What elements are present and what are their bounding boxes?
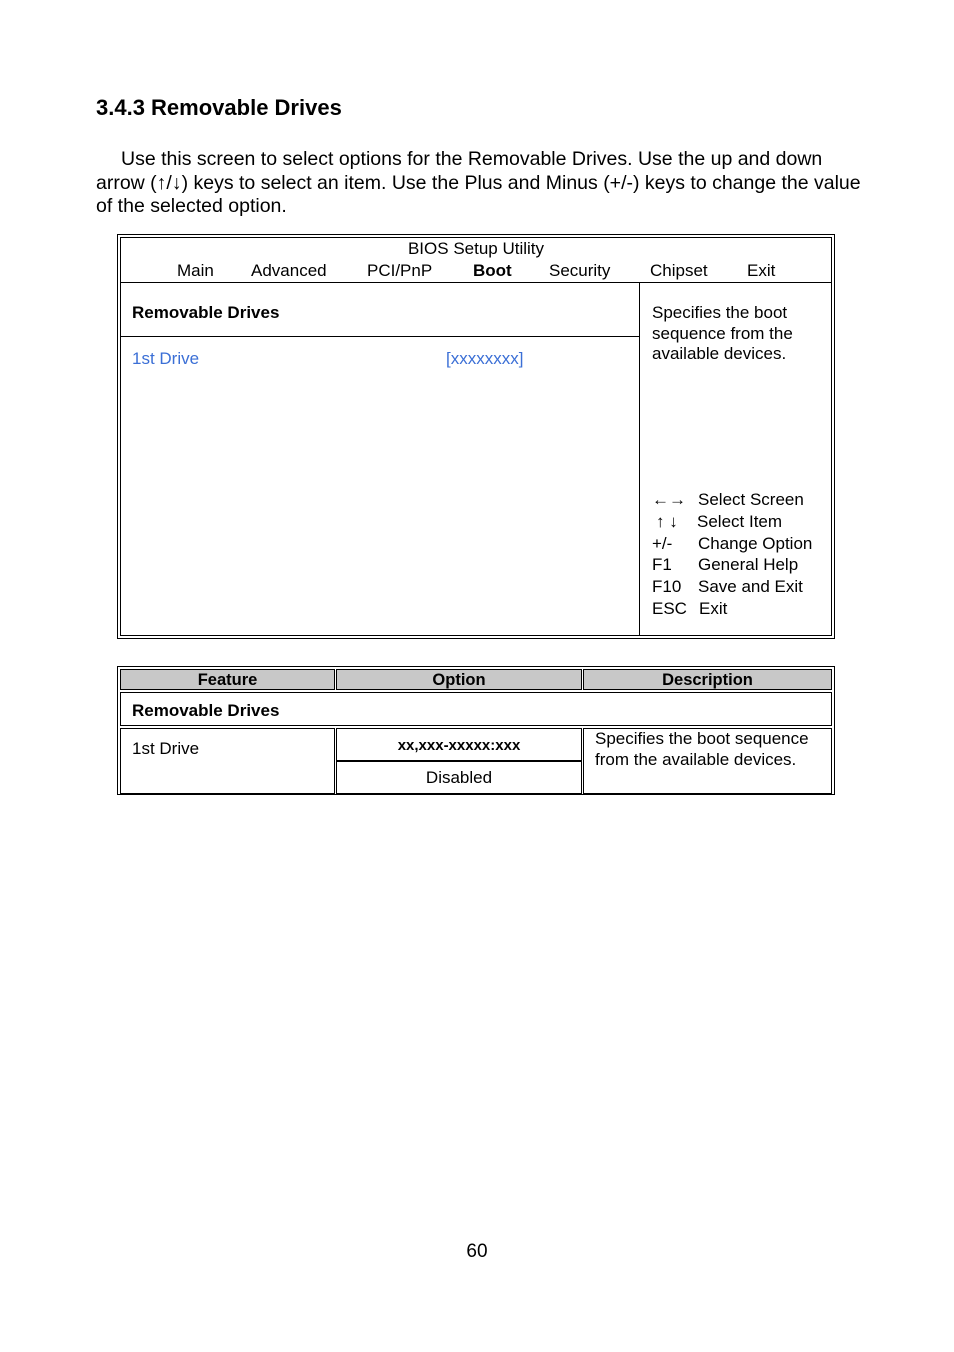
key-label: ESC [652,598,687,618]
feature-table-body [120,669,832,792]
description-cell [583,728,832,794]
bios-title: BIOS Setup Utility [407,239,545,258]
key-label: ↑ ↓ [656,511,678,531]
header-feature: Feature [120,669,335,690]
menu-boot[interactable]: Boot [473,261,512,280]
key-row [652,489,812,511]
menu-exit[interactable]: Exit [747,261,776,280]
key-legend [652,489,812,620]
key-row [652,598,812,620]
panel-divider [121,336,639,337]
key-label: F1 [652,555,672,575]
key-row [652,533,812,555]
key-label: +/- [652,533,673,553]
feature-cell [120,728,335,794]
feature-name: 1st Drive [132,739,200,758]
option-cell [336,728,582,761]
page-number: 60 [466,1241,488,1262]
feature-table [117,666,835,795]
panel-title: Removable Drives [132,303,280,322]
menu-chipset[interactable]: Chipset [650,261,708,280]
section-heading: 3.4.3 Removable Drives [96,95,342,120]
menu-advanced[interactable]: Advanced [251,261,327,280]
option-value-2: Disabled [425,768,493,787]
option-value-1: xx,xxx-xxxxx:xxx [397,737,521,754]
menu-main[interactable]: Main [177,261,214,280]
key-row [652,576,812,598]
header-description: Description [583,669,832,690]
options-pane [121,283,640,635]
first-drive-label[interactable]: 1st Drive [132,349,200,368]
key-action: Save and Exit [698,577,803,597]
key-label: F10 [652,577,682,597]
option-cell [336,761,582,794]
bios-screen [117,234,835,639]
key-label: ←→ [652,490,686,509]
first-drive-value[interactable]: [xxxxxxxx] [446,349,524,368]
key-row [652,554,812,576]
group-label: Removable Drives [132,701,280,720]
key-action: Change Option [698,533,813,553]
description-text: Specifies the boot sequence from the available devices. [595,729,809,769]
menu-pcipnp[interactable]: PCI/PnP [367,261,433,280]
group-row [120,692,832,726]
intro-paragraph: Use this screen to select options for the Removable Drives. Use the up and down arrow (↑/↓) keys to select an item. Use the Plus and Minus (+/-) keys to change the value of the selected option. [96,148,861,217]
key-action: Exit [699,598,728,618]
key-action: Select Screen [698,490,804,509]
menu-security[interactable]: Security [549,261,611,280]
key-row [652,511,812,533]
bios-frame [120,237,832,636]
header-option: Option [336,669,582,690]
key-action: General Help [698,555,799,575]
help-text: Specifies the boot sequence from the available devices. [652,303,793,363]
key-action: Select Item [697,511,783,531]
